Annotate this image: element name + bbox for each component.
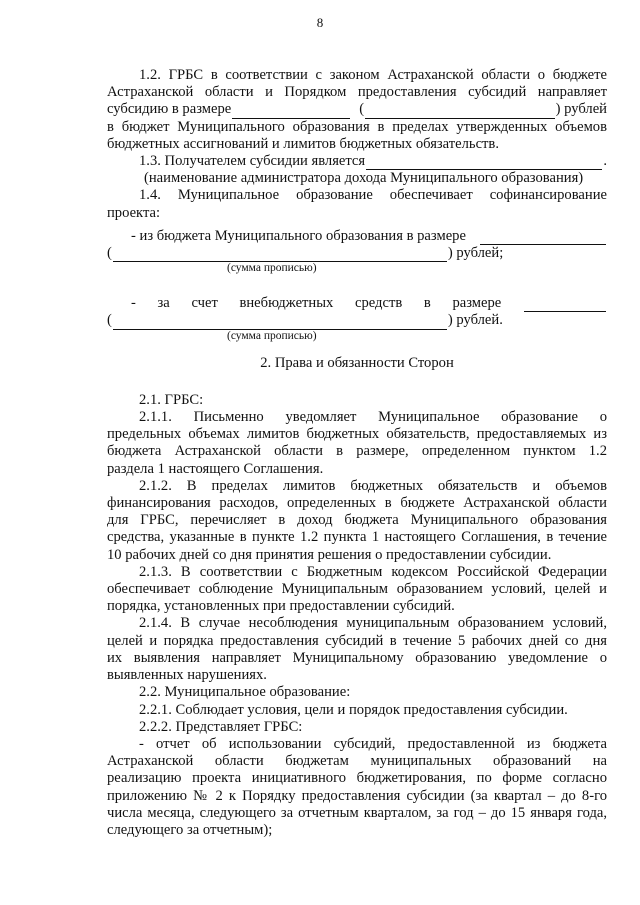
paren-open: ( <box>359 101 365 118</box>
clause-2-1-4 <box>107 615 607 684</box>
paren-open: ( <box>107 312 112 329</box>
clause-line: 2.1.1. Письменно уведомляет Муниципальное образование о <box>139 409 607 426</box>
municipal-budget-label: - из бюджета Муниципального образования в размере <box>131 227 466 244</box>
clause-line: выявленных нарушениях. <box>107 667 267 684</box>
word: размере <box>452 295 502 312</box>
clause-line: бюджета Астраханской области в размере, определенном пунктом 1.2 <box>107 443 607 460</box>
rubles-label: ) рублей <box>555 101 607 118</box>
clause-line: 2.1.3. В соответствии с Бюджетным кодексом Российской Федерации <box>139 563 607 580</box>
clause-1-3-line <box>107 153 607 170</box>
clause-2-1-2 <box>107 478 607 564</box>
clause-2-2-2: 2.2.2. Представляет ГРБС: <box>139 718 303 735</box>
clause-1-2-line: бюджетных ассигнований и лимитов бюджетных обязательств. <box>107 135 499 152</box>
clause-line: порядка, установленных при предоставлении субсидий. <box>107 598 455 615</box>
clause-1-2 <box>107 67 607 153</box>
dash: - <box>131 295 136 312</box>
document-body <box>107 67 607 839</box>
recipient-blank <box>366 156 602 170</box>
word: средств <box>355 295 403 312</box>
clause-line: Астраханской области бюджетам муниципальных образований на <box>107 753 607 770</box>
rubles-label: ) рублей; <box>447 245 504 262</box>
clause-line: 2.1.4. В случае несоблюдения муниципальным образованием условий, <box>139 615 607 632</box>
sum-in-words-caption: (сумма прописью) <box>227 262 317 275</box>
clause-line: - отчет об использовании субсидий, предоставленной из бюджета <box>139 735 607 752</box>
clause-2-2-2-item <box>107 736 607 839</box>
extrabudget-amount-blank <box>524 298 606 312</box>
period: . <box>603 153 607 170</box>
clause-2-2: 2.2. Муниципальное образование: <box>139 684 351 701</box>
subsidy-amount-words-blank <box>365 105 555 119</box>
clause-line: следующего за отчетным); <box>107 821 273 838</box>
clause-line: 2.1.2. В пределах лимитов бюджетных обязательств и объемов <box>139 477 607 494</box>
clause-line: финансирования расходов, определенных в бюджете Астраханской области <box>107 495 607 512</box>
rubles-label: ) рублей. <box>447 312 503 329</box>
section-2-title: 2. Права и обязанности Сторон <box>260 354 454 371</box>
clause-2-1-3 <box>107 564 607 616</box>
subsidy-amount-blank <box>232 105 350 119</box>
word: за <box>157 295 170 312</box>
clause-1-2-line: 1.2. ГРБС в соответствии с законом Астраханской области о бюджете <box>139 67 607 83</box>
word: в <box>423 295 431 312</box>
recipient-label: 1.3. Получателем субсидии является <box>139 153 366 170</box>
municipal-budget-line <box>107 228 607 245</box>
clause-line: их выявления направляет Муниципальному образованию уведомление о <box>107 649 607 666</box>
recipient-caption: (наименование администратора дохода Муниципального образования) <box>144 170 584 187</box>
extrabudget-words-line <box>107 312 607 329</box>
sum-in-words-caption: (сумма прописью) <box>227 329 317 342</box>
clause-1-2-line: Астраханской области и Порядком предоставления субсидий направляет <box>107 84 607 101</box>
extrabudget-line <box>107 295 607 312</box>
word: внебюджетных <box>239 295 334 312</box>
clause-1-4-line: 1.4. Муниципальное образование обеспечивает софинансирование <box>139 187 607 204</box>
municipal-words-blank <box>113 248 447 262</box>
clause-1-4 <box>107 187 607 342</box>
page-number: 8 <box>316 15 324 30</box>
municipal-words-line <box>107 245 607 262</box>
paren-open: ( <box>107 245 112 262</box>
clause-line: числа месяца, следующего за отчетным кварталом, за год – до 15 января года, <box>107 804 607 821</box>
clause-2-2-1: 2.2.1. Соблюдает условия, цели и порядок предоставления субсидии. <box>139 701 568 718</box>
clause-line: средства, указанные в пункте 1.2 пункта 1 настоящего Соглашения, в течение <box>107 529 607 546</box>
clause-2-1: 2.1. ГРБС: <box>139 391 204 408</box>
clause-2-1-1 <box>107 409 607 478</box>
clause-1-2-line: в бюджет Муниципального образования в пределах утвержденных объемов <box>107 118 607 135</box>
clause-line: раздела 1 настоящего Соглашения. <box>107 460 324 477</box>
municipal-amount-blank <box>480 231 606 245</box>
clause-1-3 <box>107 153 607 187</box>
clause-line: предельных объемах лимитов бюджетных обязательств, предоставляемых из <box>107 426 607 443</box>
clause-line: целей и порядка предоставления субсидий в течение 5 рабочих дней со дня <box>107 632 607 649</box>
clause-line: реализацию проекта инициативного бюджетирования, по форме согласно <box>107 770 607 787</box>
clause-1-4-line: проекта: <box>107 204 161 221</box>
word: счет <box>191 295 218 312</box>
clause-line: для ГРБС, перечисляет в доход бюджета Муниципального образования <box>107 512 607 529</box>
clause-1-2-amount-line <box>107 101 607 118</box>
extrabudget-words-blank <box>113 316 447 330</box>
subsidy-amount-label: субсидию в размере <box>107 101 232 118</box>
clause-line: приложению № 2 к Порядку предоставления субсидии (за квартал – до 8-го <box>107 787 607 804</box>
clause-line: обеспечивает соблюдение Муниципальным образованием условий, целей и <box>107 581 607 598</box>
clause-line: 10 рабочих дней со дня принятия решения о предоставлении субсидии. <box>107 546 552 563</box>
